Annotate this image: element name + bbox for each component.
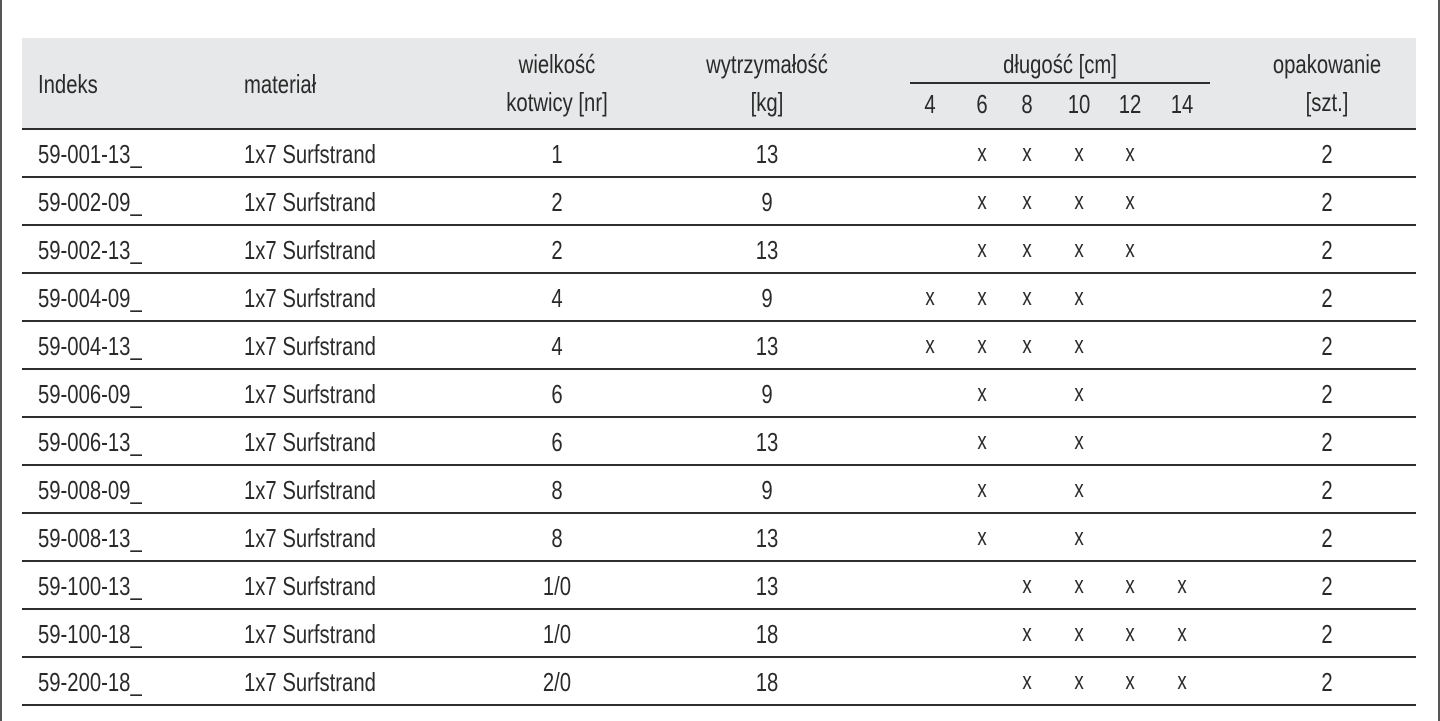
cell-index: 59-004-09_	[38, 283, 142, 313]
cell-package: 2	[1321, 235, 1333, 265]
cell-length-12	[1111, 466, 1150, 512]
product-table	[22, 38, 1416, 706]
cell-length-6	[963, 562, 1002, 608]
table-row	[22, 610, 1416, 658]
table-row	[22, 418, 1416, 466]
cell-length-8	[1008, 466, 1047, 512]
cell-index: 59-100-13_	[38, 571, 142, 601]
table-row	[22, 226, 1416, 274]
cell-package: 2	[1321, 523, 1333, 553]
cell-length-10: x	[1074, 140, 1084, 167]
cell-length-6: x	[977, 332, 987, 359]
header-length-12: 12	[1118, 89, 1142, 119]
cell-strength: 13	[755, 235, 779, 265]
cell-length-12	[1111, 370, 1150, 416]
header-length-14: 14	[1170, 89, 1194, 119]
cell-length-8	[1008, 370, 1047, 416]
cell-anchor-size: 6	[551, 379, 563, 409]
cell-anchor-size: 2	[551, 235, 563, 265]
cell-material: 1x7 Surfstrand	[244, 571, 376, 601]
cell-anchor-size: 1/0	[542, 571, 572, 601]
cell-length-6: x	[977, 188, 987, 215]
cell-strength: 13	[755, 331, 779, 361]
cell-length-10: x	[1074, 524, 1084, 551]
cell-length-8: x	[1022, 620, 1032, 647]
cell-anchor-size: 8	[551, 475, 563, 505]
cell-length-14	[1163, 418, 1202, 464]
cell-length-8: x	[1022, 572, 1032, 599]
cell-package: 2	[1321, 427, 1333, 457]
cell-material: 1x7 Surfstrand	[244, 139, 376, 169]
cell-length-14	[1163, 370, 1202, 416]
cell-length-8: x	[1022, 284, 1032, 311]
length-header-rule	[910, 82, 1210, 84]
cell-length-12	[1111, 322, 1150, 368]
header-package-line1: opakowanie	[1272, 49, 1382, 79]
cell-package: 2	[1321, 331, 1333, 361]
cell-length-12	[1111, 274, 1150, 320]
cell-length-8: x	[1022, 668, 1032, 695]
cell-length-4	[911, 562, 950, 608]
cell-length-12: x	[1125, 668, 1135, 695]
header-strength-line2: [kg]	[750, 87, 784, 117]
cell-length-6: x	[977, 140, 987, 167]
cell-length-12	[1111, 514, 1150, 560]
cell-material: 1x7 Surfstrand	[244, 667, 376, 697]
cell-length-4	[911, 370, 950, 416]
cell-length-6	[963, 610, 1002, 656]
cell-length-12	[1111, 418, 1150, 464]
cell-material: 1x7 Surfstrand	[244, 619, 376, 649]
cell-anchor-size: 2/0	[542, 667, 572, 697]
cell-length-8	[1008, 514, 1047, 560]
header-anchor-size-line1: wielkość	[518, 49, 596, 79]
cell-package: 2	[1321, 571, 1333, 601]
cell-strength: 18	[755, 619, 779, 649]
cell-index: 59-008-13_	[38, 523, 142, 553]
cell-length-10: x	[1074, 668, 1084, 695]
cell-strength: 18	[755, 667, 779, 697]
cell-index: 59-100-18_	[38, 619, 142, 649]
cell-length-14: x	[1177, 668, 1187, 695]
cell-strength: 13	[755, 571, 779, 601]
cell-material: 1x7 Surfstrand	[244, 331, 376, 361]
cell-length-14: x	[1177, 572, 1187, 599]
cell-package: 2	[1321, 187, 1333, 217]
header-length-6: 6	[976, 89, 988, 119]
cell-strength: 9	[761, 379, 773, 409]
cell-length-4	[911, 178, 950, 224]
cell-length-14	[1163, 274, 1202, 320]
cell-length-12: x	[1125, 236, 1135, 263]
table-row	[22, 514, 1416, 562]
cell-length-6: x	[977, 524, 987, 551]
cell-package: 2	[1321, 667, 1333, 697]
cell-material: 1x7 Surfstrand	[244, 475, 376, 505]
cell-length-4	[911, 130, 950, 176]
cell-package: 2	[1321, 379, 1333, 409]
header-anchor-size-line2: kotwicy [nr]	[506, 87, 608, 117]
cell-length-14: x	[1177, 620, 1187, 647]
cell-index: 59-006-09_	[38, 379, 142, 409]
cell-material: 1x7 Surfstrand	[244, 187, 376, 217]
table-row	[22, 370, 1416, 418]
cell-package: 2	[1321, 139, 1333, 169]
cell-length-4: x	[925, 284, 935, 311]
cell-length-4	[911, 466, 950, 512]
cell-index: 59-004-13_	[38, 331, 142, 361]
cell-length-8	[1008, 418, 1047, 464]
cell-length-4	[911, 226, 950, 272]
cell-length-10: x	[1074, 572, 1084, 599]
cell-strength: 9	[761, 475, 773, 505]
table-body	[22, 130, 1416, 706]
cell-length-4	[911, 418, 950, 464]
table-row	[22, 658, 1416, 706]
cell-length-14	[1163, 466, 1202, 512]
cell-length-8: x	[1022, 332, 1032, 359]
cell-length-4	[911, 658, 950, 704]
table-row	[22, 178, 1416, 226]
cell-anchor-size: 1	[551, 139, 563, 169]
cell-length-8: x	[1022, 188, 1032, 215]
cell-index: 59-008-09_	[38, 475, 142, 505]
header-package-line2: [szt.]	[1305, 87, 1349, 117]
table-header	[22, 38, 1416, 130]
header-material: materiał	[244, 69, 317, 99]
cell-length-14	[1163, 514, 1202, 560]
cell-length-6: x	[977, 476, 987, 503]
header-length-4: 4	[924, 89, 936, 119]
cell-length-6	[963, 658, 1002, 704]
header-length-title: długość [cm]	[1003, 49, 1117, 79]
cell-material: 1x7 Surfstrand	[244, 523, 376, 553]
cell-strength: 13	[755, 139, 779, 169]
cell-anchor-size: 4	[551, 283, 563, 313]
cell-material: 1x7 Surfstrand	[244, 235, 376, 265]
cell-length-4	[911, 610, 950, 656]
cell-anchor-size: 4	[551, 331, 563, 361]
cell-length-6: x	[977, 428, 987, 455]
cell-material: 1x7 Surfstrand	[244, 283, 376, 313]
cell-length-10: x	[1074, 284, 1084, 311]
cell-length-12: x	[1125, 620, 1135, 647]
cell-anchor-size: 2	[551, 187, 563, 217]
cell-length-12: x	[1125, 572, 1135, 599]
cell-length-4	[911, 514, 950, 560]
cell-strength: 13	[755, 427, 779, 457]
cell-length-8: x	[1022, 140, 1032, 167]
table-row	[22, 466, 1416, 514]
cell-length-12: x	[1125, 188, 1135, 215]
cell-index: 59-002-13_	[38, 235, 142, 265]
cell-length-12: x	[1125, 140, 1135, 167]
cell-package: 2	[1321, 619, 1333, 649]
cell-material: 1x7 Surfstrand	[244, 427, 376, 457]
table-row	[22, 130, 1416, 178]
cell-index: 59-002-09_	[38, 187, 142, 217]
cell-strength: 9	[761, 187, 773, 217]
cell-length-14	[1163, 178, 1202, 224]
cell-length-10: x	[1074, 476, 1084, 503]
cell-length-10: x	[1074, 620, 1084, 647]
cell-package: 2	[1321, 283, 1333, 313]
cell-length-14	[1163, 226, 1202, 272]
cell-length-10: x	[1074, 380, 1084, 407]
cell-anchor-size: 6	[551, 427, 563, 457]
cell-anchor-size: 8	[551, 523, 563, 553]
table-row	[22, 322, 1416, 370]
cell-length-10: x	[1074, 236, 1084, 263]
table-row	[22, 562, 1416, 610]
cell-index: 59-006-13_	[38, 427, 142, 457]
cell-strength: 9	[761, 283, 773, 313]
header-index: Indeks	[38, 69, 98, 99]
cell-length-6: x	[977, 380, 987, 407]
cell-length-10: x	[1074, 188, 1084, 215]
cell-index: 59-001-13_	[38, 139, 142, 169]
cell-length-6: x	[977, 284, 987, 311]
cell-length-6: x	[977, 236, 987, 263]
cell-length-4: x	[925, 332, 935, 359]
cell-length-14	[1163, 322, 1202, 368]
cell-anchor-size: 1/0	[542, 619, 572, 649]
cell-length-10: x	[1074, 332, 1084, 359]
cell-strength: 13	[755, 523, 779, 553]
cell-material: 1x7 Surfstrand	[244, 379, 376, 409]
cell-length-8: x	[1022, 236, 1032, 263]
table-row	[22, 274, 1416, 322]
header-strength-line1: wytrzymałość	[706, 49, 828, 79]
header-length-8: 8	[1021, 89, 1033, 119]
cell-length-10: x	[1074, 428, 1084, 455]
cell-package: 2	[1321, 475, 1333, 505]
cell-index: 59-200-18_	[38, 667, 142, 697]
cell-length-14	[1163, 130, 1202, 176]
header-length-10: 10	[1067, 89, 1091, 119]
